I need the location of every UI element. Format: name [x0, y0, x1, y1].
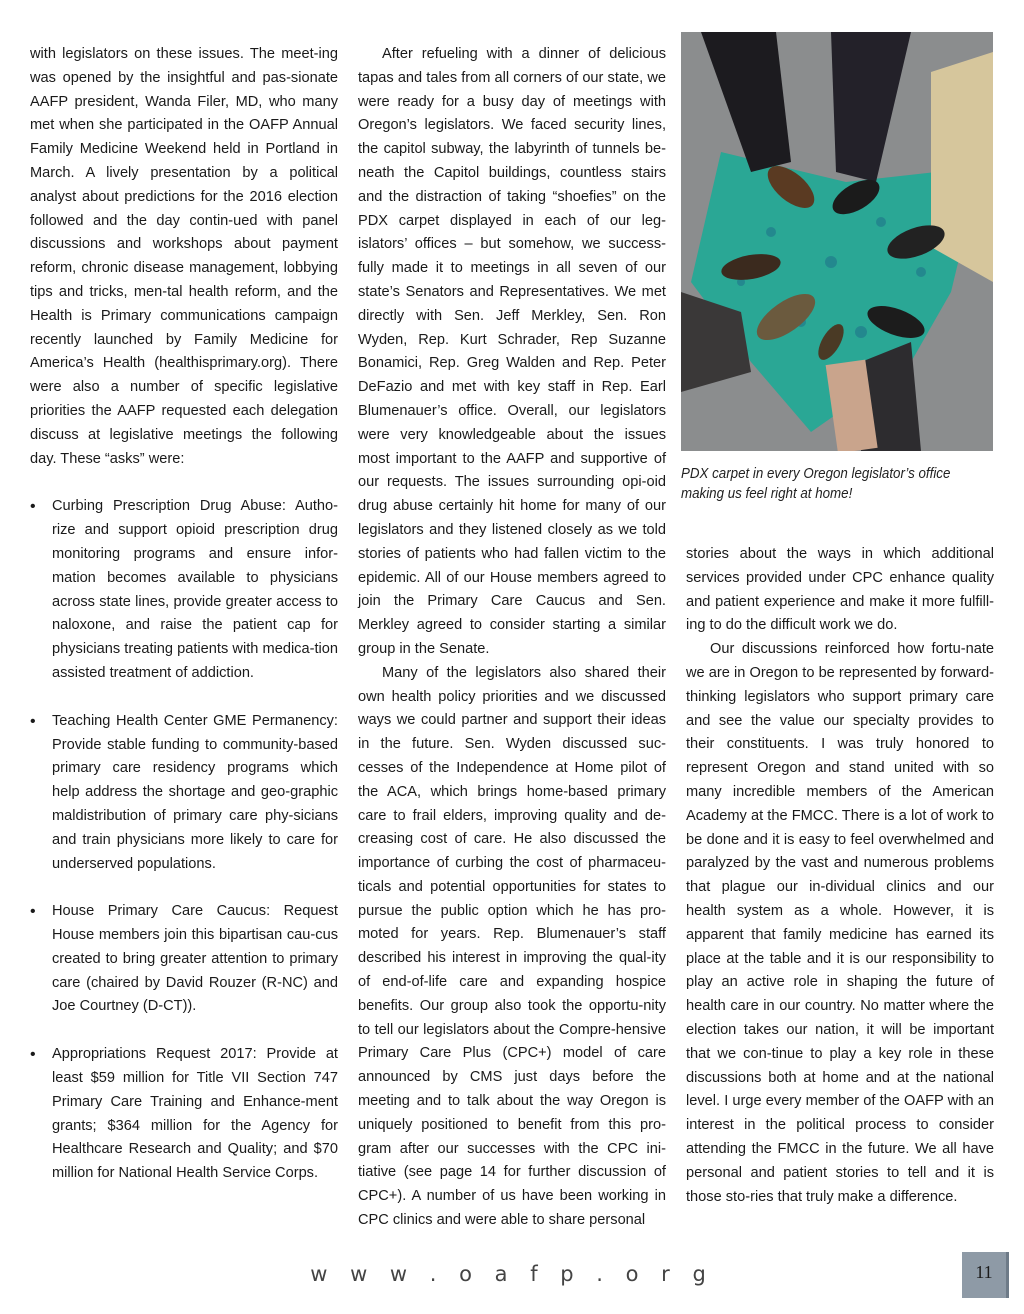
footer-website-url: w w w . o a f p . o r g [310, 1262, 714, 1286]
article-column-2 [358, 43, 666, 1233]
paragraph: After refueling with a dinner of delicious tapas and tales from all corners of our state, we were ready for a busy day of meetings with Oregon’s legislators. We faced security lines, the capitol subway, the labyrinth of tunnels be-neath the Capitol buildings, countless stairs and the distraction of taking “shoefies” on the PDX carpet displayed in each of our leg-islators’ offices – but somehow, we success-fully made it to meetings in all seven of our state’s Senators and Representatives. We met directly with Sen. Jeff Merkley, Sen. Ron Wyden, Rep. Kurt Schrader, Rep Suzanne Bonamici, Rep. Greg Walden and Rep. Peter DeFazio and met with key staff in Rep. Earl Blumenauer’s office. Overall, our legislators were very knowledgeable about the issues most important to the AAFP and supportive of our requests. The issues surrounding opi-oid drug abuse certainly hit home for many of our legislators and they listened closely as we told stories of patients who had fallen victim to the epidemic. All of our House members agreed to join the Primary Care Caucus and Sen. Merkley agreed to consider starting a similar group in the Senate. [358, 46, 666, 657]
article-column-3 [686, 543, 994, 1209]
list-item: • House Primary Care Caucus: Request House members join this bipartisan cau-cus created to bring greater attention to primary care (chaired by David Rouzer (R-NC) and Joe Courtney (D-CT)). [30, 900, 338, 1019]
asks-list [30, 495, 338, 1186]
page-number: 11 [962, 1252, 1009, 1298]
list-item: • Teaching Health Center GME Permanency: Provide stable funding to community-based primary care residency programs which help address the shortage and geo-graphic maldistribution of primary care phy-sicians and train physicians more likely to care for underserved populations. [30, 710, 338, 877]
list-item: • Curbing Prescription Drug Abuse: Autho-rize and support opioid prescription drug monitoring programs and ensure infor-mation becomes available to physicians across state lines, provide greater access to naloxone, and raise the patient cap for physicians treating patients with medica-tion assisted treatment of addiction. [30, 495, 338, 685]
shoefie-photo [681, 32, 993, 451]
photo-illustration [681, 32, 993, 451]
paragraph: Many of the legislators also shared their own health policy priorities and we discussed ways we could partner and support their ideas in the future. Sen. Wyden discussed suc-cesses of the Independence at Home pilot of the ACA, which brings home-based primary care to frail elders, improving quality and de-creasing cost of care. He also discussed the importance of curbing the cost of pharmaceu-ticals and potential opportunities for states to pursue the public option which he has pro-moted for years. Rep. Blumenauer’s staff described his interest in improving the qual-ity of end-of-life care and expanding hospice benefits. Our group also took the opportu-nity to tell our legislators about the Compre-hensive Primary Care Plus (CPC+) model of care announced by CMS just days before the meeting and to talk about the way Oregon is uniquely positioned to benefit from this pro-gram after our successes with the CPC ini-tiative (see page 14 for further discussion of CPC+). A number of us have been working in CPC clinics and were able to share personal [358, 664, 666, 1229]
photo-caption: PDX carpet in every Oregon legislator’s office making us feel right at home! [681, 466, 951, 502]
article-column-1 [30, 43, 338, 1186]
intro-paragraph: with legislators on these issues. The meet-ing was opened by the insightful and pas-sionate AAFP president, Wanda Filer, MD, who many met when she participated in the OAFP Annual Family Medicine Weekend held in Portland in March. A lively presentation by a political analyst about predictions for the 2016 election followed and the day contin-ued with panel discussions and workshops about payment reform, chronic disease management, lobbying tips and tricks, men-tal health reform, and the Health is Primary communications campaign recently launched by Family Medicine for America’s Health (healthisprimary.org). There were also a number of specific legislative priorities the AAFP requested each delegation discuss at legislative meetings the following day. These “asks” were: [30, 46, 338, 467]
list-item: • Appropriations Request 2017: Provide at least $59 million for Title VII Section 747 Primary Care Training and Enhance-ment grants; $364 million for the Agency for Healthcare Research and Quality; and $70 million for National Health Service Corps. [30, 1043, 338, 1186]
paragraph: Our discussions reinforced how fortu-nate we are in Oregon to be represented by forward-thinking legislators who support primary care and see the value our specialty provides to their constituents. I was truly honored to represent Oregon and stand united with so many incredible members of the American Academy at the FMCC. There is a lot of work to be done and it is easy to feel overwhelmed and paralyzed by the vast and numerous problems that plague our in-dividual clinics and our health system as a whole. However, it is apparent that family medicine has earned its place at the table and it is our responsibility to play an active role in shaping the future of health care in our country. No matter where the election takes our nation, it will be important that we con-tinue to play a key role in these discussions both at home and at the national level. I urge every member of the OAFP with an interest in the political process to consider attending the FMCC in the future. We all have personal and patient stories to tell and it is those sto-ries that truly make a difference. [686, 641, 994, 1205]
paragraph: stories about the ways in which additional services provided under CPC enhance quality and patient experience and make it more fulfill-ing to do the difficult work we do. [686, 546, 994, 634]
